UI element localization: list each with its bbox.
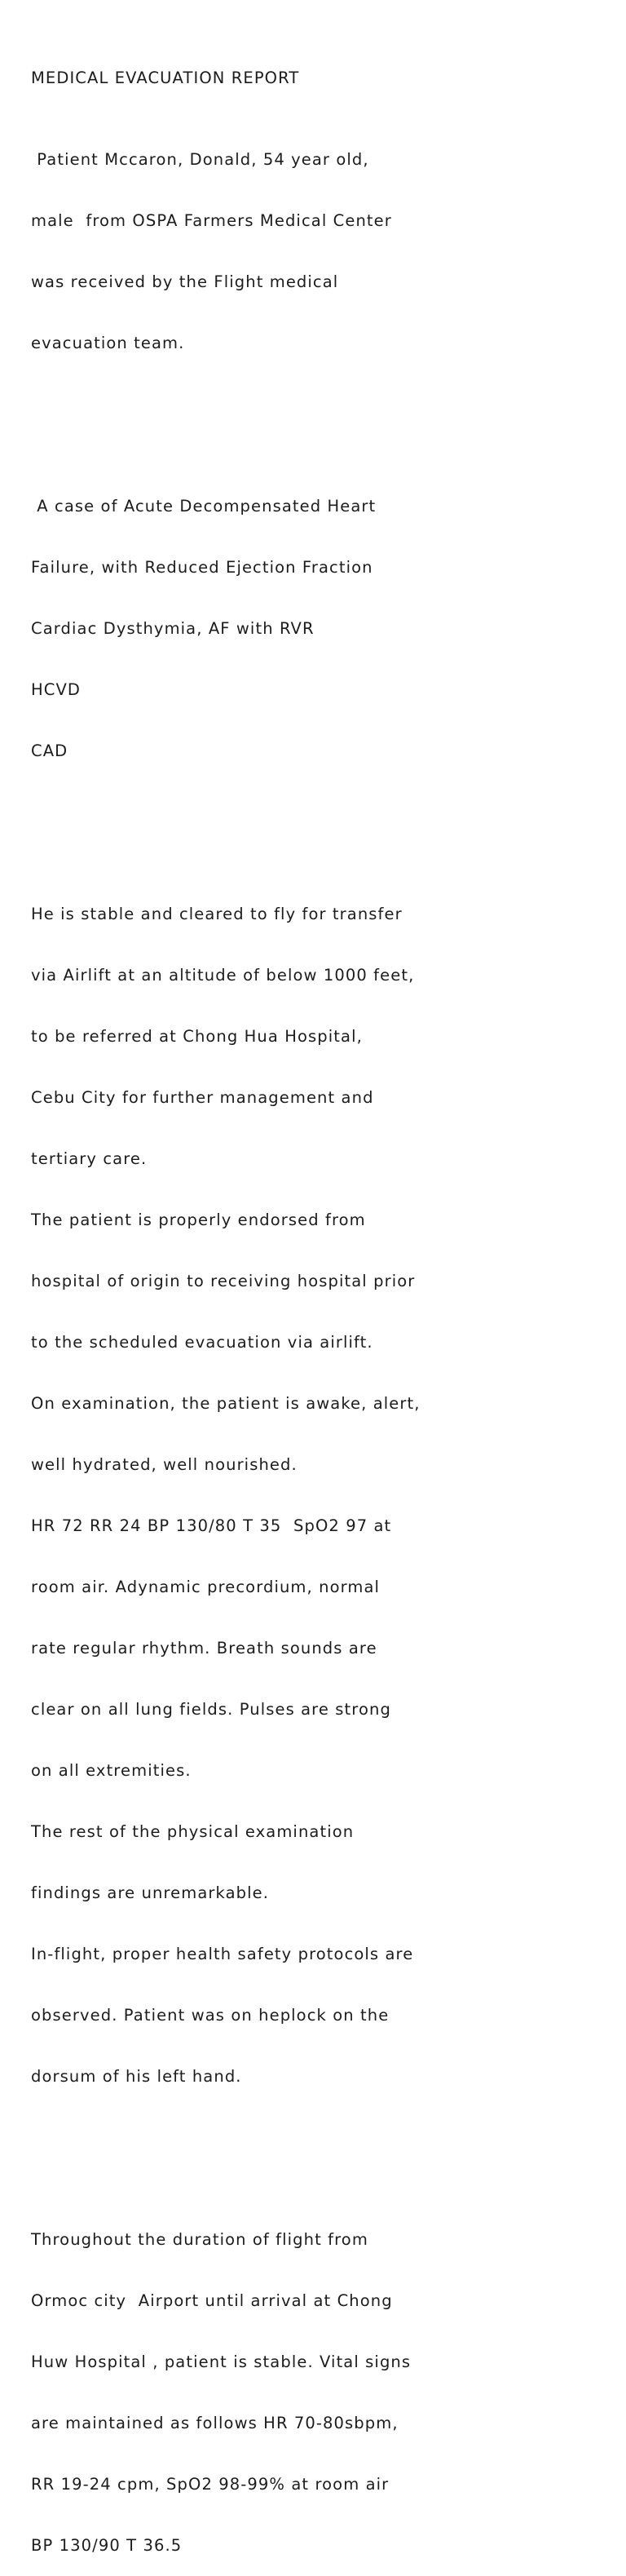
flight-line: RR 19-24 cpm, SpO2 98-99% at room air [31,2475,390,2494]
flight-line: are maintained as follows HR 70-80sbpm, [31,2414,399,2432]
diagnosis-line: CAD [31,741,68,760]
paragraph-spacer [31,414,618,435]
flight-line: Throughout the duration of flight from [31,2230,368,2249]
report-title: MEDICAL EVACUATION REPORT [31,69,300,87]
intro-line: evacuation team. [31,334,185,352]
body-line: HR 72 RR 24 BP 130/80 T 35 SpO2 97 at [31,1516,392,1535]
body-line: via Airlift at an altitude of below 1000 feet, [31,966,415,985]
body-line: On examination, the patient is awake, alert, [31,1394,421,1413]
body-line: dorsum of his left hand. [31,2067,242,2086]
intro-line: male from OSPA Farmers Medical Center [31,211,392,230]
body-line: Cebu City for further management and [31,1088,374,1107]
diagnosis-line: Cardiac Dysthymia, AF with RVR [31,619,315,638]
body-line: hospital of origin to receiving hospital prior [31,1272,416,1290]
flight-line: Ormoc city Airport until arrival at Chong [31,2291,393,2310]
body-line: room air. Adynamic precordium, normal [31,1578,381,1596]
body-line: The rest of the physical examination [31,1822,355,1841]
body-line: to be referred at Chong Hua Hospital, [31,1027,363,1046]
paragraph-spacer [31,822,618,843]
intro-line: was received by the Flight medical [31,272,339,291]
body-line: rate regular rhythm. Breath sounds are [31,1639,377,1658]
flight-line: Huw Hospital , patient is stable. Vital signs [31,2352,412,2371]
body-line: observed. Patient was on heplock on the [31,2006,390,2025]
diagnosis-line: Failure, with Reduced Ejection Fraction [31,558,373,577]
body-line: to the scheduled evacuation via airlift. [31,1333,373,1352]
flight-line: BP 130/90 T 36.5 [31,2536,183,2555]
body-line: findings are unremarkable. [31,1883,270,1902]
body-line: In-flight, proper health safety protocols are [31,1945,414,1963]
medical-evacuation-report [31,27,618,2576]
body-line: on all extremities. [31,1761,192,1780]
body-line: clear on all lung fields. Pulses are strong [31,1700,391,1719]
body-line: tertiary care. [31,1149,148,1168]
body-line: He is stable and cleared to fly for transfer [31,905,403,923]
diagnosis-line: HCVD [31,680,82,699]
intro-line: Patient Mccaron, Donald, 54 year old, [31,150,369,169]
paragraph-spacer [31,2148,618,2168]
body-line: The patient is properly endorsed from [31,1211,366,1229]
body-line: well hydrated, well nourished. [31,1455,298,1474]
diagnosis-line: A case of Acute Decompensated Heart [31,497,377,516]
